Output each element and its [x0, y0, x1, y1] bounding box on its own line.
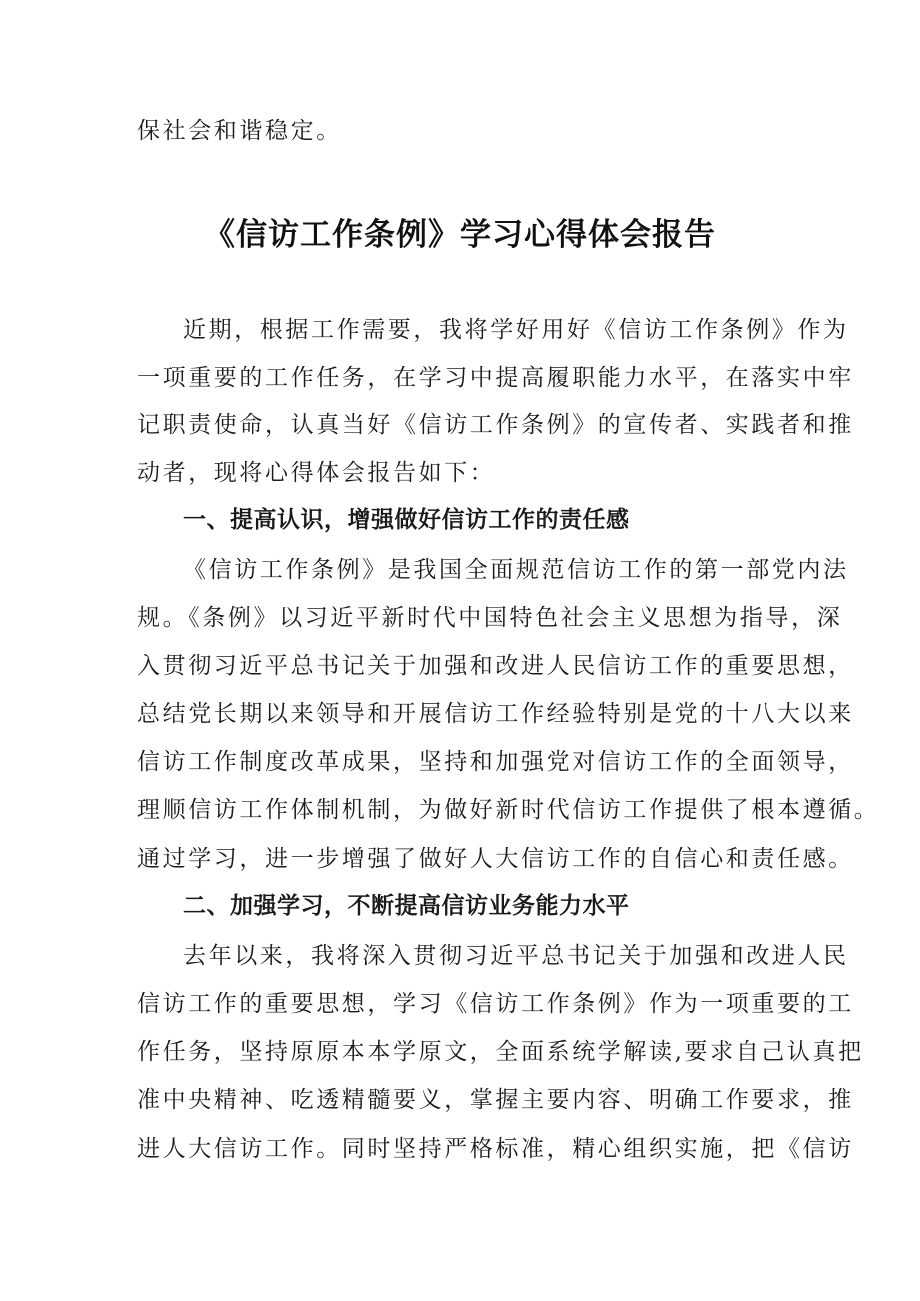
- paragraph-line: 一项重要的工作任务，在学习中提高履职能力水平，在落实中牢: [137, 365, 854, 391]
- paragraph-line: 通过学习，进一步增强了做好人大信访工作的自信心和责任感。: [137, 846, 854, 872]
- paragraph-line: 信访工作制度改革成果，坚持和加强党对信访工作的全面领导，: [137, 749, 854, 775]
- paragraph-line: 近期，根据工作需要，我将学好用好《信访工作条例》作为: [183, 317, 849, 343]
- paragraph-line: 进人大信访工作。同时坚持严格标准，精心组织实施，把《信访: [137, 1136, 854, 1162]
- document-title: 《信访工作条例》学习心得体会报告: [204, 217, 716, 253]
- paragraph-line: 《信访工作条例》是我国全面规范信访工作的第一部党内法: [183, 557, 849, 583]
- paragraph-line: 规。《条例》以习近平新时代中国特色社会主义思想为指导，深: [137, 605, 843, 631]
- paragraph-line: 去年以来，我将深入贯彻习近平总书记关于加强和改进人民: [183, 943, 849, 969]
- paragraph-line: 理顺信访工作体制机制，为做好新时代信访工作提供了根本遵循。: [137, 797, 880, 823]
- section-1-heading: 一、提高认识，增强做好信访工作的责任感: [183, 507, 630, 533]
- paragraph-line: 准中央精神、吃透精髓要义，掌握主要内容、明确工作要求，推: [137, 1087, 854, 1113]
- paragraph-line: 入贯彻习近平总书记关于加强和改进人民信访工作的重要思想，: [137, 653, 854, 679]
- paragraph-line: 信访工作的重要思想，学习《信访工作条例》作为一项重要的工: [137, 991, 854, 1017]
- continuation-line: 保社会和谐稳定。: [137, 118, 342, 144]
- paragraph-line: 记职责使命，认真当好《信访工作条例》的宣传者、实践者和推: [137, 412, 854, 438]
- paragraph-line: 总结党长期以来领导和开展信访工作经验特别是党的十八大以来: [137, 701, 854, 727]
- paragraph-line: 作任务，坚持原原本本学原文，全面系统学解读,要求自己认真把: [137, 1039, 864, 1065]
- paragraph-line: 动者，现将心得体会报告如下：: [137, 460, 496, 486]
- section-2-heading: 二、加强学习，不断提高信访业务能力水平: [183, 893, 630, 919]
